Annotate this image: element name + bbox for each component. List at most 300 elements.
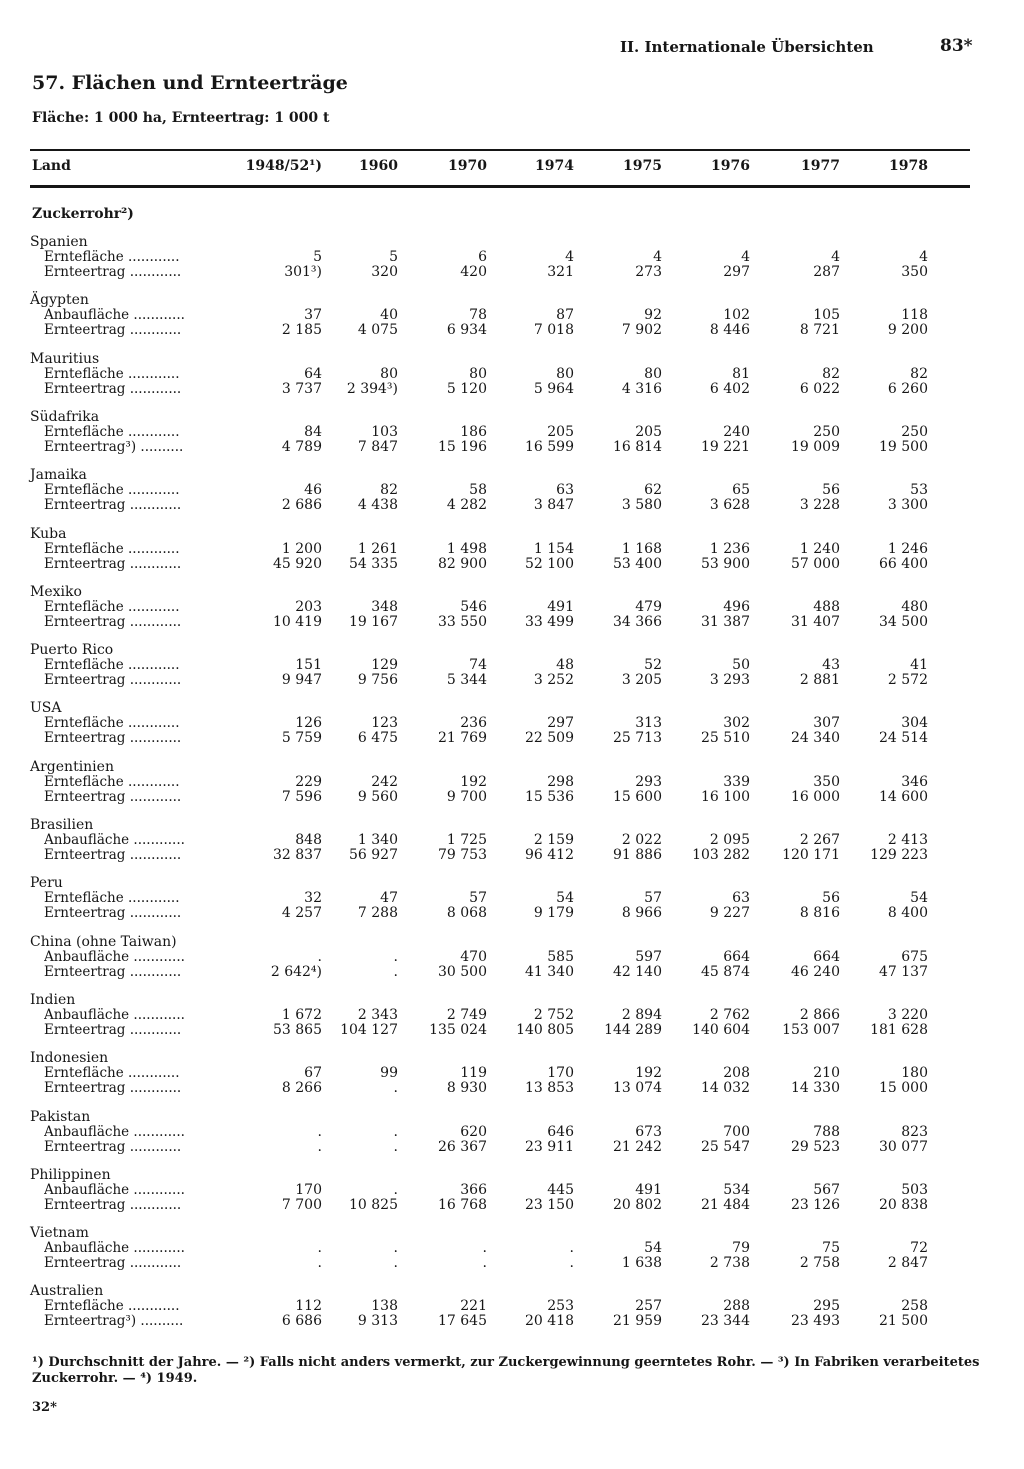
table-cell: 29 523 [791,1139,840,1155]
table-cell: 258 [901,1298,928,1314]
table-cell: 9 179 [533,905,574,921]
table-cell: 7 847 [357,439,398,455]
table-cell: 503 [901,1182,928,1198]
table-cell: 105 [813,307,840,323]
row-label: Ernteertrag ............ [44,1022,182,1038]
table-cell: 16 000 [791,789,840,805]
table-cell: . [482,1255,487,1271]
country-name: Philippinen [30,1167,111,1183]
table-cell: 153 007 [782,1022,840,1038]
table-cell: 5 [389,249,398,265]
table-cell: 6 402 [709,381,750,397]
table-cell: 848 [295,832,322,848]
table-cell: 304 [901,715,928,731]
table-cell: 4 257 [281,905,322,921]
table-cell: 80 [380,366,398,382]
table-cell: 3 580 [621,497,662,513]
table-cell: 3 228 [799,497,840,513]
row-label: Ernteertrag ............ [44,847,182,863]
table-cell: 75 [822,1240,840,1256]
table-cell: 15 196 [438,439,487,455]
table-cell: 5 759 [281,730,322,746]
table-cell: 10 825 [349,1197,398,1213]
table-cell: 7 700 [281,1197,322,1213]
row-label: Ernteertrag ............ [44,1197,182,1213]
column-header-year: 1976 [711,158,750,174]
table-cell: 22 509 [525,730,574,746]
table-cell: 140 805 [516,1022,574,1038]
table-cell: . [317,1139,322,1155]
table-cell: 320 [371,264,398,280]
table-cell: 57 000 [791,556,840,572]
table-cell: 41 [910,657,928,673]
table-cell: 664 [723,949,750,965]
table-cell: . [569,1240,574,1256]
header-rule [30,185,970,188]
table-cell: 293 [635,774,662,790]
table-cell: 3 300 [887,497,928,513]
table-cell: 45 874 [701,964,750,980]
table-cell: 253 [547,1298,574,1314]
table-cell: 4 [653,249,662,265]
table-cell: 2 894 [621,1007,662,1023]
table-cell: 297 [723,264,750,280]
table-cell: 14 032 [701,1080,750,1096]
table-cell: 43 [822,657,840,673]
table-cell: 597 [635,949,662,965]
row-label: Ernteertrag ............ [44,789,182,805]
row-label: Ernteertrag ............ [44,964,182,980]
table-cell: 2 752 [533,1007,574,1023]
table-cell: 2 095 [709,832,750,848]
table-cell: 34 500 [879,614,928,630]
table-cell: 7 902 [621,322,662,338]
row-label: Erntefläche ............ [44,482,180,498]
table-cell: 2 686 [281,497,322,513]
table-cell: 9 560 [357,789,398,805]
column-header-year: 1960 [359,158,398,174]
table-cell: 129 [371,657,398,673]
table-cell: 2 022 [621,832,662,848]
row-label: Ernteertrag ............ [44,614,182,630]
table-cell: 491 [635,1182,662,1198]
table-cell: 23 493 [791,1313,840,1329]
table-cell: 2 343 [357,1007,398,1023]
section-heading: Zuckerrohr²) [32,206,134,222]
table-cell: 21 500 [879,1313,928,1329]
table-cell: . [317,1124,322,1140]
table-cell: 192 [460,774,487,790]
table-cell: 41 340 [525,964,574,980]
table-cell: 25 510 [701,730,750,746]
table-cell: 2 185 [281,322,322,338]
table-cell: 53 400 [613,556,662,572]
table-cell: 2 572 [887,672,928,688]
table-cell: 205 [547,424,574,440]
country-name: Vietnam [30,1225,89,1241]
table-cell: 6 260 [887,381,928,397]
table-cell: . [393,1182,398,1198]
table-cell: 9 947 [281,672,322,688]
table-cell: 9 200 [887,322,928,338]
table-cell: 21 959 [613,1313,662,1329]
table-cell: 1 168 [621,541,662,557]
table-cell: 62 [644,482,662,498]
table-cell: 53 865 [273,1022,322,1038]
table-cell: 2 642⁴) [270,964,322,980]
table-cell: 123 [371,715,398,731]
table-cell: 221 [460,1298,487,1314]
table-cell: 103 [371,424,398,440]
table-cell: 491 [547,599,574,615]
table-cell: 620 [460,1124,487,1140]
table-title: 57. Flächen und Ernteerträge [32,72,348,94]
table-cell: 56 [822,482,840,498]
table-cell: 78 [469,307,487,323]
table-cell: 6 [478,249,487,265]
table-cell: 91 886 [613,847,662,863]
table-cell: . [317,1240,322,1256]
table-cell: 1 261 [357,541,398,557]
column-header-year: 1948/52¹) [245,158,322,174]
table-cell: 534 [723,1182,750,1198]
table-cell: 1 236 [709,541,750,557]
row-label: Ernteertrag ............ [44,381,182,397]
row-label: Ernteertrag ............ [44,322,182,338]
table-cell: 297 [547,715,574,731]
table-cell: 82 [822,366,840,382]
table-cell: 53 900 [701,556,750,572]
table-cell: . [393,1240,398,1256]
table-cell: 6 022 [799,381,840,397]
table-cell: 2 394³) [346,381,398,397]
table-cell: 67 [304,1065,322,1081]
table-cell: 16 599 [525,439,574,455]
row-label: Ernteertrag ............ [44,1080,182,1096]
table-cell: 79 [732,1240,750,1256]
table-cell: 54 [910,890,928,906]
table-cell: 47 137 [879,964,928,980]
row-label: Ernteertrag ............ [44,730,182,746]
table-cell: 339 [723,774,750,790]
row-label: Ernteertrag ............ [44,905,182,921]
table-cell: 488 [813,599,840,615]
table-cell: 140 604 [692,1022,750,1038]
table-cell: 20 418 [525,1313,574,1329]
row-label: Ernteertrag³) .......... [44,439,184,455]
table-cell: 210 [813,1065,840,1081]
table-cell: 45 920 [273,556,322,572]
table-cell: 66 400 [879,556,928,572]
table-cell: 92 [644,307,662,323]
page-header [0,36,990,60]
table-cell: 250 [813,424,840,440]
table-cell: 32 [304,890,322,906]
table-cell: 30 500 [438,964,487,980]
table-cell: 5 [313,249,322,265]
table-cell: 4 [919,249,928,265]
table-cell: 20 838 [879,1197,928,1213]
country-name: Südafrika [30,409,100,425]
row-label: Erntefläche ............ [44,890,180,906]
table-cell: 307 [813,715,840,731]
table-cell: 496 [723,599,750,615]
table-cell: 2 847 [887,1255,928,1271]
table-cell: 135 024 [429,1022,487,1038]
row-label: Anbaufläche ............ [44,1124,185,1140]
table-cell: 1 200 [281,541,322,557]
table-cell: 26 367 [438,1139,487,1155]
country-name: Indien [30,992,76,1008]
row-label: Ernteertrag ............ [44,1255,182,1271]
table-cell: 3 205 [621,672,662,688]
country-name: Indonesien [30,1050,109,1066]
table-cell: 103 282 [692,847,750,863]
table-cell: 10 419 [273,614,322,630]
table-cell: 138 [371,1298,398,1314]
table-cell: 2 749 [446,1007,487,1023]
row-label: Erntefläche ............ [44,424,180,440]
table-cell: 6 686 [281,1313,322,1329]
table-cell: 8 816 [799,905,840,921]
table-cell: 8 266 [281,1080,322,1096]
table-cell: 24 340 [791,730,840,746]
country-name: Brasilien [30,817,94,833]
country-name: Spanien [30,234,88,250]
country-name: Mauritius [30,351,100,367]
table-cell: 23 344 [701,1313,750,1329]
country-name: Pakistan [30,1109,91,1125]
row-label: Erntefläche ............ [44,599,180,615]
table-cell: 33 499 [525,614,574,630]
country-name: Peru [30,875,63,891]
table-cell: 250 [901,424,928,440]
table-cell: 72 [910,1240,928,1256]
table-cell: 23 126 [791,1197,840,1213]
table-cell: . [393,1139,398,1155]
table-cell: 240 [723,424,750,440]
table-cell: 25 713 [613,730,662,746]
table-cell: . [317,1255,322,1271]
table-cell: 4 316 [621,381,662,397]
table-cell: 298 [547,774,574,790]
table-cell: 84 [304,424,322,440]
table-cell: 17 645 [438,1313,487,1329]
table-cell: 52 [644,657,662,673]
table-cell: 21 769 [438,730,487,746]
table-cell: 6 934 [446,322,487,338]
table-cell: 42 140 [613,964,662,980]
table-cell: 546 [460,599,487,615]
row-label: Erntefläche ............ [44,1065,180,1081]
section-label: II. Internationale Übersichten [620,38,874,56]
table-cell: 675 [901,949,928,965]
table-cell: 3 628 [709,497,750,513]
table-cell: 58 [469,482,487,498]
table-cell: 700 [723,1124,750,1140]
table-cell: 151 [295,657,322,673]
country-name: Jamaika [30,467,87,483]
table-cell: 82 [910,366,928,382]
table-cell: 129 223 [870,847,928,863]
table-cell: . [393,1080,398,1096]
table-cell: 19 221 [701,439,750,455]
table-cell: 288 [723,1298,750,1314]
table-cell: 170 [295,1182,322,1198]
table-cell: 37 [304,307,322,323]
table-cell: 3 847 [533,497,574,513]
table-cell: 21 242 [613,1139,662,1155]
table-cell: 295 [813,1298,840,1314]
table-cell: 119 [460,1065,487,1081]
table-cell: 20 802 [613,1197,662,1213]
row-label: Erntefläche ............ [44,249,180,265]
table-cell: 321 [547,264,574,280]
table-cell: 8 068 [446,905,487,921]
table-cell: 242 [371,774,398,790]
table-cell: 8 446 [709,322,750,338]
table-cell: 40 [380,307,398,323]
table-cell: 52 100 [525,556,574,572]
table-cell: 96 412 [525,847,574,863]
table-cell: 23 150 [525,1197,574,1213]
table-cell: 13 074 [613,1080,662,1096]
table-cell: 273 [635,264,662,280]
table-cell: 21 484 [701,1197,750,1213]
table-cell: 5 964 [533,381,574,397]
table-cell: 16 814 [613,439,662,455]
table-cell: 33 550 [438,614,487,630]
table-cell: 4 [831,249,840,265]
table-cell: 16 100 [701,789,750,805]
table-cell: 79 753 [438,847,487,863]
row-label: Ernteertrag ............ [44,556,182,572]
table-cell: 2 413 [887,832,928,848]
table-cell: 9 700 [446,789,487,805]
table-cell: 64 [304,366,322,382]
country-name: Kuba [30,526,67,542]
table-cell: 205 [635,424,662,440]
table-cell: . [393,1124,398,1140]
table-cell: 287 [813,264,840,280]
table-cell: 120 171 [782,847,840,863]
table-cell: 19 009 [791,439,840,455]
row-label: Erntefläche ............ [44,1298,180,1314]
country-name: Mexiko [30,584,82,600]
table-cell: 65 [732,482,750,498]
table-cell: 186 [460,424,487,440]
table-cell: 2 866 [799,1007,840,1023]
table-cell: 480 [901,599,928,615]
table-cell: 46 [304,482,322,498]
table-cell: . [569,1255,574,1271]
table-cell: 567 [813,1182,840,1198]
table-cell: . [393,949,398,965]
table-cell: 53 [910,482,928,498]
table-cell: 788 [813,1124,840,1140]
table-cell: 46 240 [791,964,840,980]
table-cell: 15 536 [525,789,574,805]
table-cell: 24 514 [879,730,928,746]
table-cell: 1 498 [446,541,487,557]
table-cell: 445 [547,1182,574,1198]
table-cell: 50 [732,657,750,673]
table-cell: 118 [901,307,928,323]
table-cell: . [317,949,322,965]
table-cell: 5 120 [446,381,487,397]
table-cell: 229 [295,774,322,790]
row-label: Erntefläche ............ [44,366,180,382]
table-cell: 7 288 [357,905,398,921]
table-cell: 1 240 [799,541,840,557]
table-cell: 3 220 [887,1007,928,1023]
table-cell: 57 [644,890,662,906]
table-cell: 192 [635,1065,662,1081]
table-cell: 1 638 [621,1255,662,1271]
table-cell: 82 900 [438,556,487,572]
table-cell: 9 756 [357,672,398,688]
table-cell: 348 [371,599,398,615]
table-cell: 2 738 [709,1255,750,1271]
row-label: Ernteertrag ............ [44,264,182,280]
table-cell: 16 768 [438,1197,487,1213]
table-cell: 102 [723,307,750,323]
table-cell: 112 [295,1298,322,1314]
country-name: Australien [30,1283,104,1299]
table-cell: 54 335 [349,556,398,572]
row-label: Anbaufläche ............ [44,1182,185,1198]
table-cell: 54 [644,1240,662,1256]
table-cell: 236 [460,715,487,731]
table-cell: 4 438 [357,497,398,513]
table-cell: . [393,964,398,980]
table-cell: 1 340 [357,832,398,848]
table-cell: 80 [469,366,487,382]
table-cell: 313 [635,715,662,731]
table-cell: 31 387 [701,614,750,630]
table-cell: 257 [635,1298,662,1314]
row-label: Erntefläche ............ [44,541,180,557]
table-cell: 87 [556,307,574,323]
table-cell: 170 [547,1065,574,1081]
table-cell: 14 600 [879,789,928,805]
table-cell: 1 725 [446,832,487,848]
table-cell: 126 [295,715,322,731]
table-cell: 25 547 [701,1139,750,1155]
table-cell: 302 [723,715,750,731]
table-cell: 57 [469,890,487,906]
table-cell: 4 [741,249,750,265]
country-name: China (ohne Taiwan) [30,934,177,950]
top-rule [30,149,970,151]
table-cell: . [393,1255,398,1271]
page-number: 83* [940,36,973,56]
row-label: Ernteertrag ............ [44,1139,182,1155]
table-cell: 34 366 [613,614,662,630]
table-cell: 47 [380,890,398,906]
table-cell: 104 127 [340,1022,398,1038]
country-name: Puerto Rico [30,642,114,658]
table-cell: 470 [460,949,487,965]
table-cell: 3 252 [533,672,574,688]
table-cell: 203 [295,599,322,615]
table-cell: 23 911 [525,1139,574,1155]
table-cell: 3 293 [709,672,750,688]
table-cell: 646 [547,1124,574,1140]
table-cell: 82 [380,482,398,498]
table-cell: 4 282 [446,497,487,513]
table-cell: 3 737 [281,381,322,397]
